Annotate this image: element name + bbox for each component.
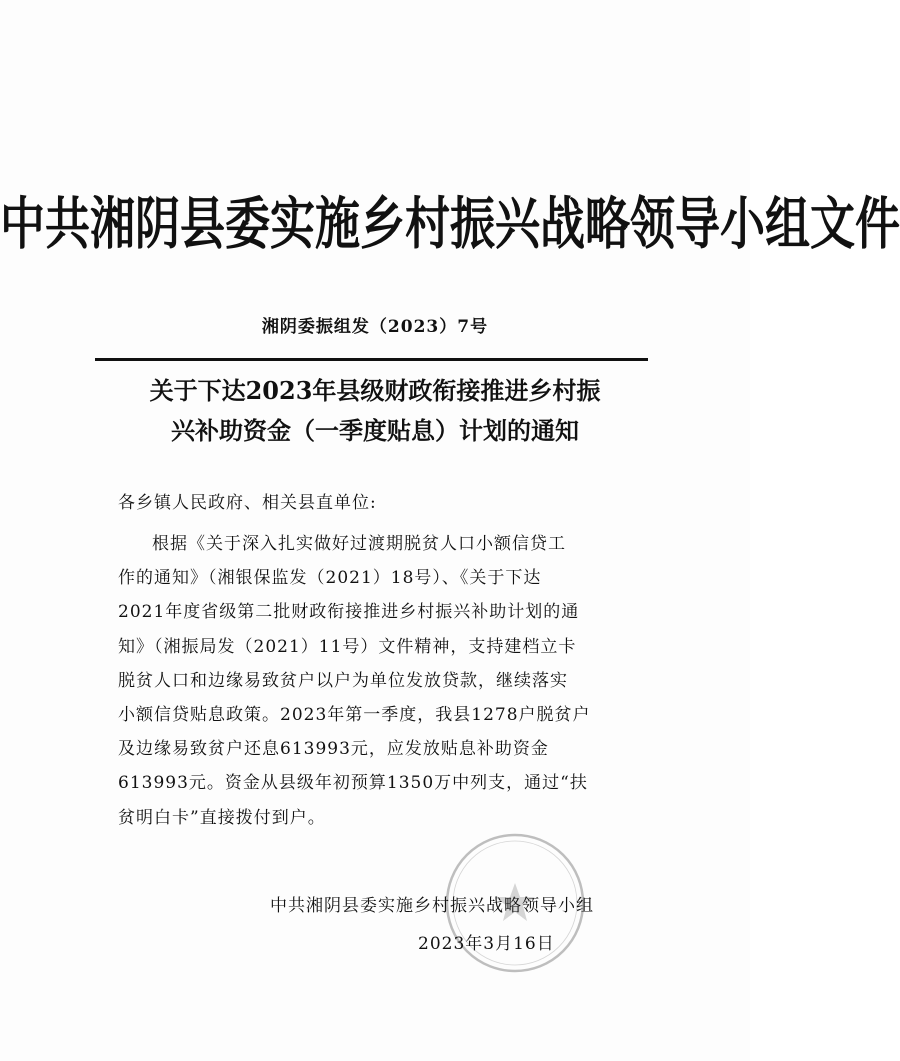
addressee: 各乡镇人民政府、相关县直单位: xyxy=(118,493,377,513)
body-line: 作的通知》（湘银保监发（2021）18号）、《关于下达 xyxy=(118,568,542,589)
body-line: 贫明白卡”直接拨付到户。 xyxy=(118,807,326,828)
notice-title xyxy=(110,371,640,451)
signature-date: 2023年3月16日 xyxy=(418,934,555,954)
header-divider-line xyxy=(95,358,648,361)
body-line: 2021年度省级第二批财政衔接推进乡村振兴补助计划的通 xyxy=(118,602,580,623)
body-line: 知》（湘振局发（2021）11号）文件精神，支持建档立卡 xyxy=(118,636,577,657)
signature-organization: 中共湘阴县委实施乡村振兴战略领导小组 xyxy=(270,896,594,916)
body-line: 脱贫人口和边缘易致贫户以户为单位发放贷款，继续落实 xyxy=(118,670,568,691)
body-line: 及边缘易致贫户还息613993元，应发放贴息补助资金 xyxy=(118,739,549,760)
body-paragraph xyxy=(118,527,643,835)
document-number: 湘阴委振组发（2023）7号 xyxy=(261,317,489,337)
notice-title-line: 关于下达2023年县级财政衔接推进乡村振 xyxy=(149,376,601,405)
body-line: 小额信贷贴息政策。2023年第一季度，我县1278户脱贫户 xyxy=(118,705,591,726)
notice-title-line: 兴补助资金（一季度贴息）计划的通知 xyxy=(171,416,579,445)
document-header-title: 中共湘阴县委实施乡村振兴战略领导小组文件 xyxy=(0,190,900,257)
body-line: 根据《关于深入扎实做好过渡期脱贫人口小额信贷工 xyxy=(152,534,566,554)
body-line: 613993元。资金从县级年初预算1350万中列支，通过“扶 xyxy=(118,773,588,794)
